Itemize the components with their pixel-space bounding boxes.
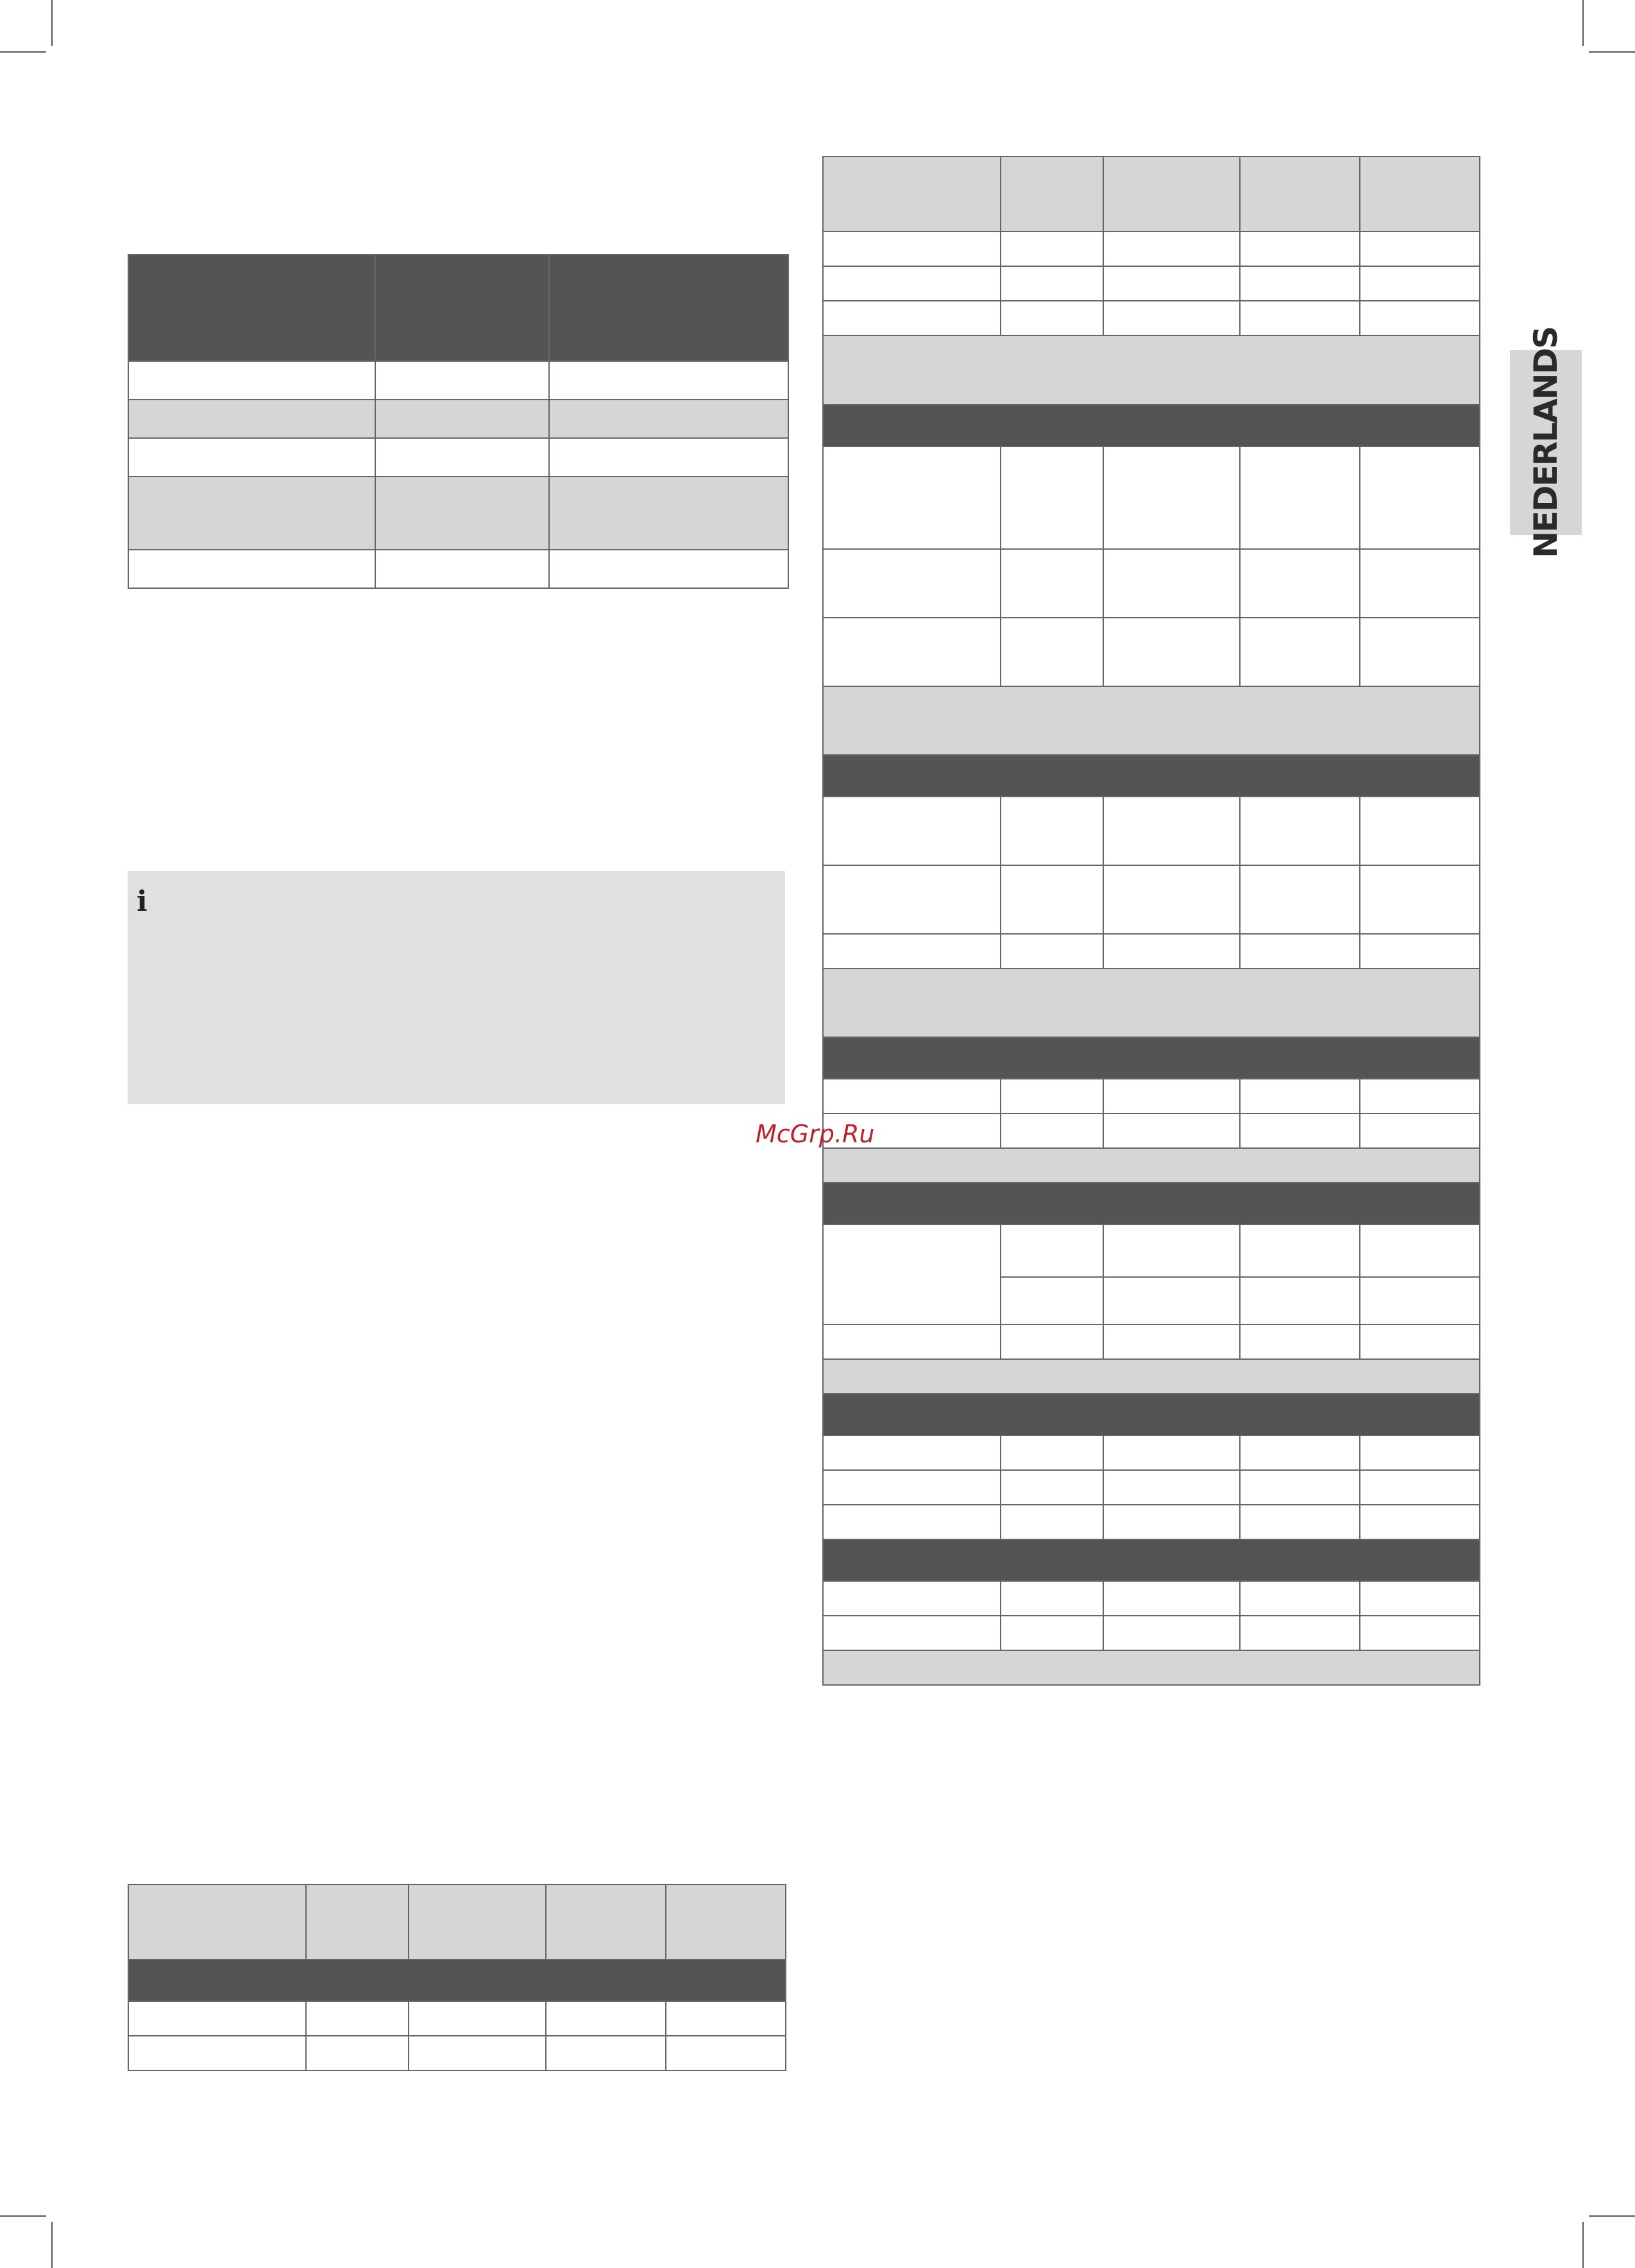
table-group-row <box>823 1650 1480 1685</box>
table-top-left <box>128 254 789 589</box>
crop-mark <box>51 0 53 46</box>
table-group-row <box>823 1148 1480 1183</box>
table-row <box>823 865 1480 934</box>
table-section-row <box>823 1183 1480 1224</box>
table-row <box>823 1470 1480 1505</box>
crop-mark <box>1589 51 1635 53</box>
crop-mark <box>1589 2215 1635 2217</box>
table-row <box>823 1079 1480 1113</box>
table-header-row <box>128 255 788 361</box>
table-row <box>823 1224 1480 1277</box>
table-right <box>822 156 1480 1686</box>
table-row <box>823 1616 1480 1650</box>
crop-mark <box>0 2215 46 2217</box>
table-row <box>128 2001 786 2036</box>
watermark: McGrp.Ru <box>756 1120 875 1148</box>
table-row <box>823 618 1480 686</box>
table-row <box>823 1581 1480 1616</box>
table-section-row <box>128 1959 786 2001</box>
table-bottom-left <box>128 1884 786 2071</box>
table-header-row <box>823 157 1480 232</box>
language-tab <box>1510 326 1582 559</box>
table-row <box>823 446 1480 549</box>
table-header-row <box>128 1884 786 1959</box>
table-section-row <box>823 405 1480 446</box>
crop-mark <box>51 2222 53 2268</box>
table-row <box>823 232 1480 266</box>
table-group-row <box>823 1359 1480 1394</box>
crop-mark <box>1582 0 1584 46</box>
table-row <box>823 1113 1480 1148</box>
table-row <box>823 1505 1480 1539</box>
table-row <box>823 301 1480 335</box>
language-tab-label: NEDERLANDS <box>1527 326 1564 559</box>
table-group-row <box>823 969 1480 1037</box>
table-row <box>128 361 788 400</box>
table-section-row <box>823 1394 1480 1435</box>
table-section-row <box>823 1037 1480 1079</box>
table-row <box>128 2036 786 2070</box>
table-row <box>128 477 788 550</box>
table-row <box>128 550 788 588</box>
table-group-row <box>823 335 1480 405</box>
crop-mark <box>0 51 46 53</box>
crop-mark <box>1582 2222 1584 2268</box>
table-row <box>823 934 1480 969</box>
table-section-row <box>823 1539 1480 1581</box>
table-row <box>823 797 1480 865</box>
info-icon: i <box>137 885 148 918</box>
table-row <box>823 549 1480 618</box>
table-row <box>823 266 1480 301</box>
info-note-box <box>128 871 785 1104</box>
table-row <box>823 1435 1480 1470</box>
table-section-row <box>823 755 1480 797</box>
table-row <box>823 1324 1480 1359</box>
table-row <box>128 400 788 438</box>
table-row <box>128 438 788 477</box>
table-group-row <box>823 686 1480 755</box>
